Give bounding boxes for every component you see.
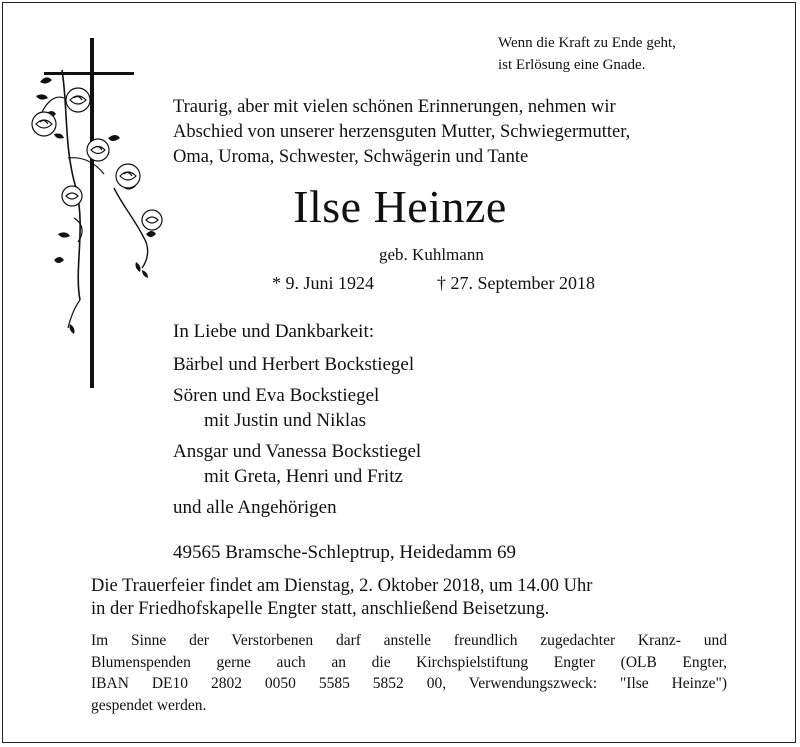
intro-text [173,95,630,170]
family-member: und alle Angehörigen [173,497,337,518]
family-list [173,319,421,520]
donation-line: gespendet werden. [91,696,207,714]
motto-line: Wenn die Kraft zu Ende geht, [498,35,676,51]
donation-line: Blumenspenden gerne auch an die Kirchspielstiftung Engter (OLB Engter, [91,653,727,671]
donation-line: Im Sinne der Verstorbenen darf anstelle freundlich zugedachter Kranz- und [91,632,727,649]
birth-name: geb. Kuhlmann [379,245,484,264]
death-date: † 27. September 2018 [437,273,595,293]
deceased-name: Ilse Heinze [293,181,507,232]
birth-date: * 9. Juni 1924 [272,273,375,293]
ceremony-text [91,575,592,621]
intro-line: Oma, Uroma, Schwester, Schwägerin und Tante [173,147,529,167]
family-member: Sören und Eva Bockstiegel [173,385,380,406]
ceremony-line: Die Trauerfeier findet am Dienstag, 2. Oktober 2018, um 14.00 Uhr [91,576,593,596]
donation-line: IBAN DE10 2802 0050 5585 5852 00, Verwendungszweck: "Ilse Heinze") [91,675,727,692]
ceremony-line: in der Friedhofskapelle Engter statt, anschließend Beisetzung. [91,599,550,619]
family-lead: In Liebe und Dankbarkeit: [173,321,375,342]
family-member: Ansgar und Vanessa Bockstiegel [173,441,422,462]
address: 49565 Bramsche-Schleptrup, Heidedamm 69 [173,542,516,563]
motto [498,32,676,76]
intro-line: Abschied von unserer herzensguten Mutter, Schwiegermutter, [173,122,631,142]
family-member: mit Greta, Henri und Fritz [204,466,403,487]
family-member: Bärbel und Herbert Bockstiegel [173,354,415,375]
motto-line: ist Erlösung eine Gnade. [498,57,646,73]
donation-text [91,630,727,716]
family-member: mit Justin und Niklas [204,410,367,431]
intro-line: Traurig, aber mit vielen schönen Erinnerungen, nehmen wir [173,97,616,117]
